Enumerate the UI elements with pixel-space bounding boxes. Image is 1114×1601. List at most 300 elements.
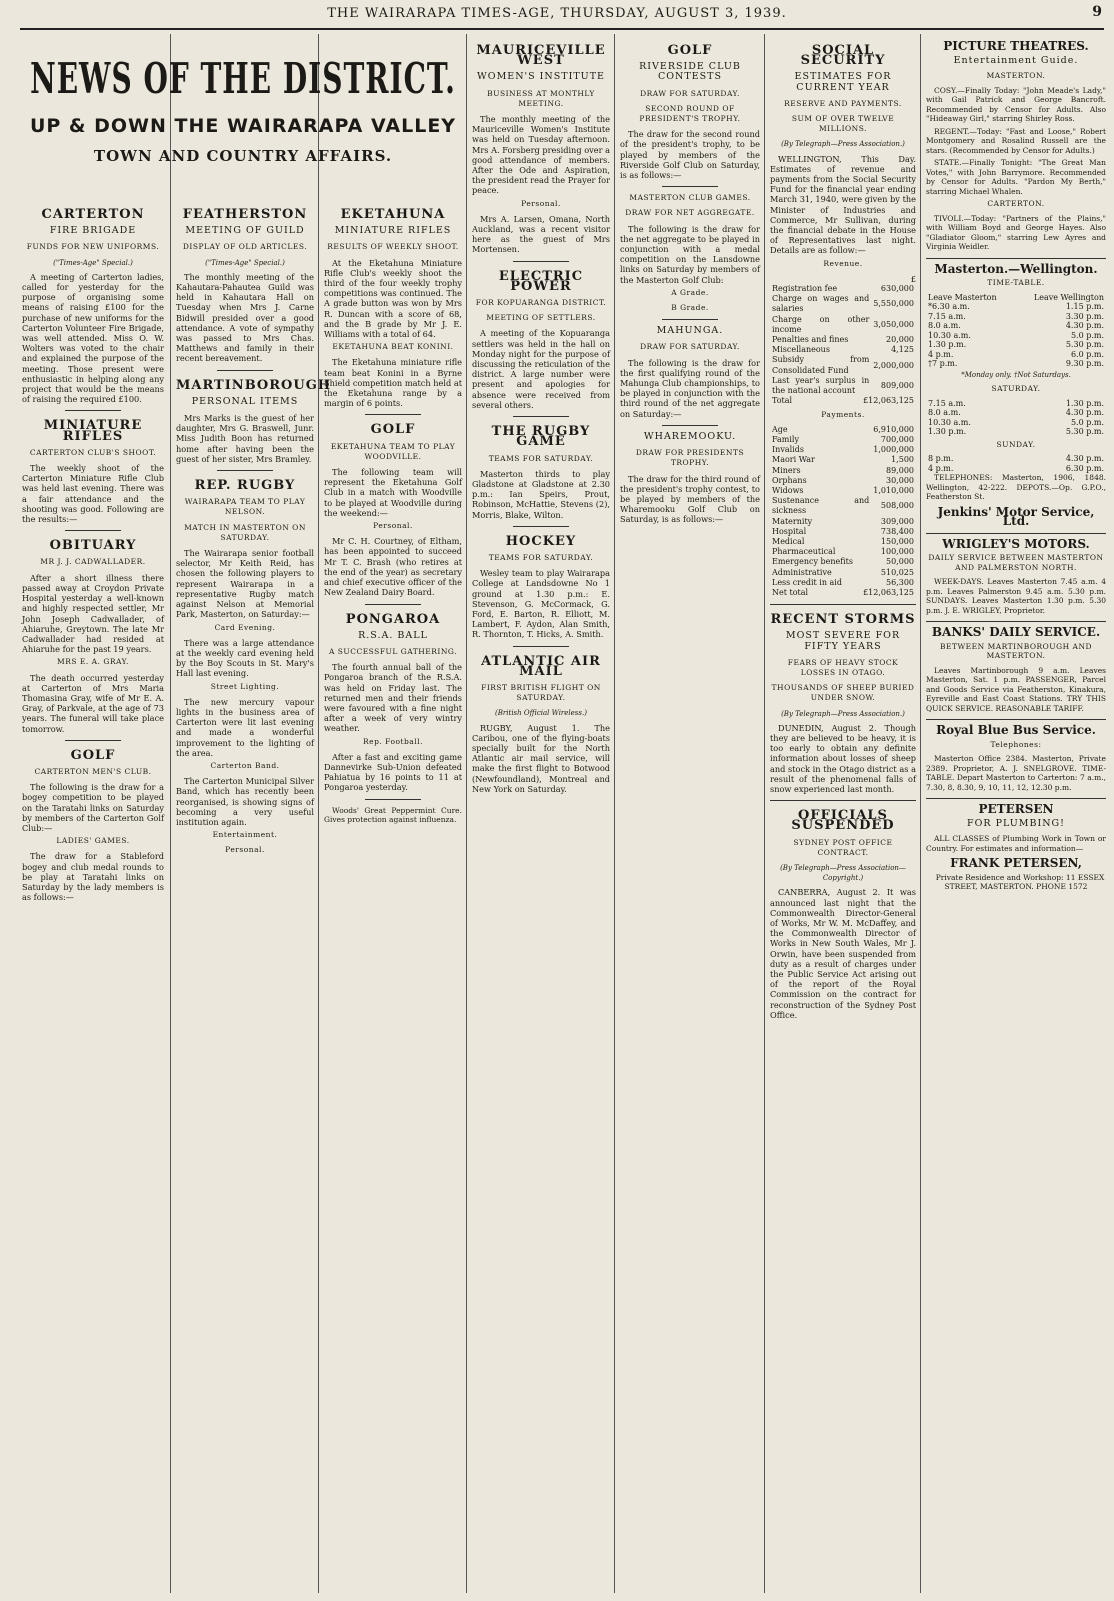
table-row <box>926 359 1106 369</box>
article-body: After a fast and exciting game Dannevirke Sub-Union defeated Pahiatua by 16 points to 11 at Pongaroa yesterday. <box>324 751 462 793</box>
ad-address: Private Residence and Workshop: 11 ESSEX STREET, MASTERTON. PHONE 1572 <box>935 872 1105 891</box>
cell-label: Sustenance and sickness <box>772 496 870 516</box>
cell-value: 630,000 <box>880 284 914 294</box>
article-body: The monthly meeting of the Kahautara-Pahautea Guild was held in Kahautara Hall on Tuesday when Mrs J. Carne Bidwill presided over a good attendance. A vote of sympathy was passed to Mrs Chas. Matthews and family in their recent bereavement. <box>176 271 314 364</box>
article-deck: FUNDS FOR NEW UNIFORMS. <box>26 242 160 252</box>
cell-value: 2,000,000 <box>873 360 914 370</box>
article-body: The following is the draw for a bogey competition to be played on the Taratahi links on Saturday by members of the Carterton Golf Club:— <box>22 782 164 833</box>
cell-value: 4,125 <box>891 345 914 355</box>
article-deck: CARTERTON CLUB'S SHOOT. <box>29 447 157 457</box>
cell-label: Subsidy from Consolidated Fund <box>772 355 870 375</box>
divider <box>926 533 1106 534</box>
article-deck: Personal. <box>225 845 265 855</box>
ad-heading: Jenkins' Motor Service, Ltd. <box>937 504 1095 528</box>
cell-label: Hospital <box>772 526 807 536</box>
column-7-advertisements <box>926 36 1106 1596</box>
table-row <box>926 408 1106 418</box>
article-body: The Eketahuna miniature rifle team beat Konini in a Byrne Shield competition match held at the Eketahuna range by a margin of 6 points. <box>324 357 462 409</box>
article-deck: DRAW FOR PRESIDENTS TROPHY. <box>635 448 745 468</box>
article-deck: FIRST BRITISH FLIGHT ON SATURDAY. <box>481 682 601 703</box>
cell-label: Invalids <box>772 445 804 455</box>
article-deck: EKETAHUNA TEAM TO PLAY WOODVILLE. <box>330 441 456 461</box>
cell-value: 3.30 p.m. <box>1065 311 1104 321</box>
article-deck: EKETAHUNA BEAT KONINI. <box>332 342 454 352</box>
article-deck: LADIES' GAMES. <box>56 836 130 846</box>
cell-value: 56,300 <box>886 577 914 587</box>
cinema-listing: TIVOLI.—Today: "Partners of the Plains," with William Boyd and George Hayes. Also "Gladiator Gloom," starring Lew Ayres and Virginia Weidler. <box>926 213 1106 251</box>
cell-label: Family <box>772 434 799 444</box>
article-body: The Carterton Municipal Silver Band, which has recently been reorganised, is showing signs of becoming a very useful institution again. <box>176 776 314 827</box>
cell-label: Age <box>772 424 788 434</box>
article-heading: HOCKEY <box>505 533 577 549</box>
divider <box>770 604 916 605</box>
article-body: Wesley team to play Wairarapa College at Landsdowne No 1 ground at 1.30 p.m.: E. Stevenson, G. McCormack, G. Ford, E. Barton, R. Elliott, M. Lambert, F. Aydon, Alan Smith, R. Thornton, T. Hicks, A. Smith. <box>472 568 610 640</box>
article-subheading: MAHUNGA. <box>656 325 724 337</box>
cell-value: 6,910,000 <box>873 424 914 434</box>
table-row <box>770 527 916 537</box>
divider <box>513 416 568 417</box>
cell-label: 1.30 p.m. <box>928 340 967 349</box>
article-body: Mrs A. Larsen, Omana, North Auckland, was a recent visitor here as the guest of Mrs Mortensen. <box>472 213 610 255</box>
table-row <box>770 435 916 445</box>
column-divider <box>466 34 467 1593</box>
total-value: £12,063,125 <box>863 587 914 597</box>
cell-value: 1,010,000 <box>873 485 914 495</box>
divider <box>926 621 1106 622</box>
cell-label: 7.15 a.m. <box>928 398 966 408</box>
article-subheading: MEETING OF GUILD <box>185 225 305 237</box>
article-deck: DISPLAY OF OLD ARTICLES. <box>182 242 308 252</box>
grade-heading: A Grade. <box>671 287 709 297</box>
cinema-listing: COSY.—Finally Today: "John Meade's Lady," with Gail Patrick and George Bancroft. Recommended by Censor for Adults. Also "Hideaway Girl," starring Shirley Ross. <box>926 85 1106 123</box>
article-body: Mrs Marks is the guest of her daughter, Mrs G. Braswell, Junr. Miss Judith Boon has returned home after having been the guest of her sister, Mrs Bramley. <box>176 413 314 464</box>
article-deck: MRS E. A. GRAY. <box>57 657 129 667</box>
byline: (British Official Wireless.) <box>495 709 587 718</box>
cell-value: 700,000 <box>880 434 914 444</box>
column-6 <box>770 36 916 1596</box>
article-body: DUNEDIN, August 2. Though they are believed to be heavy, it is too early to obtain any definite information about losses of sheep and stock in the Otago district as a result of the phenomenal falls of snow experienced last month. <box>770 722 916 794</box>
column-2 <box>176 200 332 1595</box>
cell-value: 9.30 p.m. <box>1065 359 1104 368</box>
article-deck: BUSINESS AT MONTHLY MEETING. <box>487 88 595 108</box>
article-deck: Carterton Band. <box>210 760 280 770</box>
article-deck: A SUCCESSFUL GATHERING. <box>328 646 458 656</box>
timetable-saturday <box>926 399 1106 437</box>
article-body: At the Eketahuna Miniature Rifle Club's weekly shoot the third of the four weekly trophy competitions was continued. The A grade button was won by Mrs R. Duncan with a score of 68, and the B grade by Mr J. E. Williams with a total of 64. <box>324 257 462 340</box>
table-row <box>770 284 916 294</box>
divider <box>365 414 420 415</box>
cell-label: Medical <box>772 536 805 546</box>
cell-value: 6.0 p.m. <box>1070 349 1104 359</box>
article-heading: OBITUARY <box>49 538 137 554</box>
byline: (By Telegraph—Press Association.) <box>781 140 905 149</box>
article-body: After a short illness there passed away at Croydon Private Hospital yesterday a well-known and highly respected settler, Mr John Joseph Cadwallader, of Ahiaruhe, Greytown. The late Mr Cadwallader had resided at Ahiaruhe for the past 19 years. <box>22 572 164 655</box>
column-divider <box>614 34 615 1593</box>
article-body: There was a large attendance at the weekly card evening held by the Boy Scouts in St. Mary's Hall last evening. <box>176 637 314 679</box>
page-number: 9 <box>1092 4 1102 20</box>
article-deck: SUM OF OVER TWELVE MILLIONS. <box>791 114 895 134</box>
advert-snippet: Woods' Great Peppermint Cure. Gives protection against influenza. <box>324 805 462 825</box>
cell-label: 7.15 a.m. <box>928 311 966 321</box>
table-row <box>926 418 1106 428</box>
table-heading: Revenue. <box>823 258 863 268</box>
ad-heading: PICTURE THEATRES. <box>943 39 1089 53</box>
byline: ("Times-Age" Special.) <box>53 258 133 267</box>
ad-subheading: Entertainment Guide. <box>953 54 1079 66</box>
article-deck: WAIRARAPA TEAM TO PLAY NELSON. <box>184 497 306 517</box>
table-row <box>770 486 916 496</box>
table-row <box>770 376 916 396</box>
district-banner <box>20 40 466 179</box>
total-label: Net total <box>772 587 809 597</box>
article-deck: MR J. J. CADWALLADER. <box>40 557 146 567</box>
article-deck: Street Lighting. <box>210 681 280 691</box>
divider <box>770 800 916 801</box>
article-body: The following team will represent the Eketahuna Golf Club in a match with Woodville to be played at Woodville during the weekend:— <box>324 467 462 518</box>
table-row <box>770 517 916 527</box>
article-deck: Personal. <box>521 198 561 208</box>
timetable-sunday <box>926 454 1106 473</box>
article-body: Masterton thirds to play Gladstone at Gladstone at 2.30 p.m.: Ian Speirs, Prout, Robinson, McHattie, Stevens (2), Morris, Blake, Wilton. <box>472 468 610 520</box>
article-heading: PONGAROA <box>345 611 441 627</box>
article-body: A meeting of the Kopuaranga settlers was held in the hall on Monday night for the purpose of discussing the reticulation of the district. A large number were present and apologies for absence were received from several others. <box>472 328 610 410</box>
ad-subheading: DAILY SERVICE BETWEEN MASTERTON AND PALMERSTON NORTH. <box>928 553 1104 572</box>
table-row <box>770 557 916 567</box>
cell-label: Miners <box>772 465 801 475</box>
ad-heading: Masterton.—Wellington. <box>934 261 1098 276</box>
cell-label: Maternity <box>772 516 813 526</box>
article-deck: FEARS OF HEAVY STOCK LOSSES IN OTAGO. <box>787 657 899 677</box>
ad-subheading: TIME-TABLE. <box>987 278 1045 287</box>
masthead: THE WAIRARAPA TIMES-AGE, THURSDAY, AUGUST 3, 1939. <box>327 6 787 21</box>
ad-location: CARTERTON. <box>987 199 1045 208</box>
table-row <box>770 335 916 345</box>
cell-value: 20,000 <box>886 335 914 345</box>
table-row <box>926 340 1106 350</box>
timetable-section: SUNDAY. <box>996 439 1036 449</box>
column-5 <box>620 36 760 1596</box>
banner-tagline: TOWN AND COUNTRY AFFAIRS. <box>93 147 393 165</box>
table-row <box>926 312 1106 322</box>
cell-label: 4 p.m. <box>928 463 954 473</box>
divider <box>65 530 122 531</box>
cell-label: Charge on wages and salaries <box>772 294 870 314</box>
table-row <box>770 537 916 547</box>
table-row <box>770 445 916 455</box>
payments-total <box>770 588 916 598</box>
divider <box>662 425 718 426</box>
article-body: The death occurred yesterday at Carterton of Mrs Maria Thomasina Gray, wife of Mr E. A. Gray, of Parkvale, at the age of 73 years. The funeral will take place tomorrow. <box>22 672 164 734</box>
cell-value: 309,000 <box>880 516 914 526</box>
ad-body: WEEK-DAYS. Leaves Masterton 7.45 a.m. 4 p.m. Leaves Palmerston 9.45 a.m. 5.30 p.m. SUNDAYS. Leaves Masterton 1.30 p.m. 5.30 p.m. J. E. WRIGLEY, Proprietor. <box>926 577 1106 615</box>
cell-value: 5,550,000 <box>873 299 914 309</box>
article-body: The following is the draw for the first qualifying round of the Mahunga Club championships, to be played in conjunction with the third round of the net aggregate on Saturday:— <box>620 357 760 419</box>
article-body: The draw for the third round of the president's trophy contest, to be played by members of the Wharemooku Golf Club on Saturday, is as follows:— <box>620 473 760 525</box>
timetable-section: SATURDAY. <box>991 384 1041 393</box>
divider <box>926 719 1106 720</box>
article-subheading: WOMEN'S INSTITUTE <box>477 71 605 83</box>
article-body: The following is the draw for the net aggregate to be played in conjunction with a medal competition on the Lansdowne links on Saturday by members of the Masterton Golf Club: <box>620 223 760 285</box>
article-heading: FEATHERSTON <box>182 207 308 222</box>
cell-value: 5.30 p.m. <box>1065 427 1104 436</box>
cell-value: 1,000,000 <box>873 445 914 455</box>
cell-label: Less credit in aid <box>772 577 842 587</box>
ad-heading: WRIGLEY'S MOTORS. <box>942 536 1090 551</box>
ad-body: ALL CLASSES of Plumbing Work in Town or Country. For estimates and information— <box>926 834 1106 853</box>
byline: (By Telegraph—Press Association—Copyright.) <box>780 864 906 883</box>
table-row <box>770 476 916 486</box>
cell-label: 8 p.m. <box>928 454 954 463</box>
ad-subheading: FOR PLUMBING! <box>967 817 1065 829</box>
banner-title: NEWS OF THE DISTRICT. <box>30 53 456 104</box>
table-row <box>770 466 916 476</box>
table-row <box>926 399 1106 409</box>
cell-value: 809,000 <box>880 380 914 390</box>
ad-heading: Royal Blue Bus Service. <box>936 723 1096 737</box>
cell-value: 4.30 p.m. <box>1065 408 1104 417</box>
divider <box>662 186 718 187</box>
timetable <box>926 293 1106 369</box>
article-heading: ATLANTIC AIR MAIL <box>481 653 601 679</box>
cell-label: Pharmaceutical <box>772 547 836 557</box>
cell-label: Widows <box>772 485 804 495</box>
cell-value: 4.30 p.m. <box>1065 321 1104 330</box>
cell-value: 1,500 <box>891 455 914 465</box>
table-row <box>770 455 916 465</box>
cell-label: Charge on other income <box>772 314 870 334</box>
cell-value: 50,000 <box>886 557 914 567</box>
article-deck: SYDNEY POST OFFICE CONTRACT. <box>793 837 893 857</box>
table-row <box>770 425 916 435</box>
cell-label: Maori War <box>772 455 815 465</box>
table-row <box>926 454 1106 464</box>
column-divider <box>764 34 765 1593</box>
article-body: The Wairarapa senior football selector, Mr Keith Reid, has chosen the following players to represent Wairarapa in a representative Rugby match against Nelson at Memorial Park, Masterton, on Saturday:— <box>176 548 314 620</box>
cell-label: Last year's surplus in the national account <box>772 375 870 396</box>
cell-value: 5.0 p.m. <box>1070 417 1104 427</box>
cell-value: 510,025 <box>880 567 914 577</box>
cell-label: Administrative <box>772 567 832 577</box>
article-body: The draw for the second round of the president's trophy, to be played by members of the Riverside Golf Club on Saturday, is as follows:— <box>620 129 760 181</box>
cell-value: 30,000 <box>886 475 914 485</box>
cell-label: Registration fee <box>772 284 838 294</box>
article-heading: MINIATURE RIFLES <box>43 418 143 444</box>
cell-label: 8.0 a.m. <box>928 321 961 330</box>
table-row <box>770 294 916 314</box>
table-row <box>770 547 916 557</box>
article-heading: EKETAHUNA <box>340 207 446 222</box>
article-deck: TEAMS FOR SATURDAY. <box>488 552 594 562</box>
article-heading: OFFICIALS SUSPENDED <box>791 808 895 834</box>
cell-value: 508,000 <box>880 501 914 511</box>
divider <box>513 646 568 647</box>
article-deck: RESERVE AND PAYMENTS. <box>784 98 902 108</box>
column-4 <box>472 36 610 1596</box>
cell-value: 89,000 <box>886 465 914 475</box>
table-row <box>926 464 1106 474</box>
payments-table <box>770 425 916 588</box>
article-subheading: FIRE BRIGADE <box>49 225 137 237</box>
ad-subheading: Telephones: <box>990 739 1042 749</box>
article-deck: Entertainment. <box>212 830 278 840</box>
table-row <box>770 496 916 516</box>
article-body: WELLINGTON, This Day. Estimates of revenue and payments from the Social Security Fund for the financial year ending March 31, 1940, were given by the Minister of Industries and Commerce, Mr Sullivan, during the financial debate in the House of Representatives last night. Details are as follow:— <box>770 153 916 256</box>
ad-subheading: BETWEEN MARTINBOROUGH AND MASTERTON. <box>939 641 1093 660</box>
article-subheading: ESTIMATES FOR CURRENT YEAR <box>794 71 892 93</box>
ad-heading: BANKS' DAILY SERVICE. <box>931 625 1101 639</box>
ad-heading: PETERSEN <box>978 802 1054 816</box>
cell-label: 4 p.m. <box>928 349 954 359</box>
cell-value: 738,400 <box>880 526 914 536</box>
revenue-total <box>770 396 916 406</box>
divider <box>926 798 1106 799</box>
cell-value: 4.30 p.m. <box>1065 454 1104 463</box>
byline: (By Telegraph—Press Association.) <box>781 709 905 718</box>
article-deck: DRAW FOR SATURDAY. <box>640 88 740 98</box>
cinema-listing: REGENT.—Today: "Fast and Loose," Robert Montgomery and Rosalind Russell are the stars. (Recommended by Censor for Adults.) <box>926 126 1106 155</box>
ad-name: FRANK PETERSEN, <box>950 856 1082 870</box>
divider <box>217 370 272 371</box>
article-body: CANBERRA, August 2. It was announced last night that the Commonwealth Director-General of Works, Mr W. M. McDaffey, and the Commonwealth Director of Works in New South Wales, Mr J. Orwin, have been suspended from duty as a result of charges under the Public Service Act arising out of the report of the Royal Commission on the contract for reconstruction of the Sydney Post Office. <box>770 887 916 1020</box>
article-deck: Rep. Football. <box>363 736 423 746</box>
column-divider <box>318 34 319 1593</box>
cell-value: 150,000 <box>880 536 914 546</box>
ad-telephones: TELEPHONES: Masterton, 1906, 1848. Wellington, 42-222. DEPOTS.—Op. G.P.O., Featherston St. <box>926 473 1106 501</box>
article-deck: MEETING OF SETTLERS. <box>486 313 596 323</box>
table-row <box>926 350 1106 360</box>
cell-label: †7 p.m. <box>928 359 958 368</box>
article-deck: Card Evening. <box>214 622 276 632</box>
article-deck: CARTERTON MEN'S CLUB. <box>34 766 152 776</box>
cinema-listing: STATE.—Finally Tonight: "The Great Man Votes," with John Barrymore. Recommended by Censor for Adults. "Pardon My Berth," starring Michael Whalen. <box>926 158 1106 196</box>
article-deck: THOUSANDS OF SHEEP BURIED UNDER SNOW. <box>771 683 915 703</box>
article-body: The weekly shoot of the Carterton Miniature Rifle Club was held last evening. There was a fair attendance and the shooting was good. Following are the results:— <box>22 463 164 525</box>
article-deck: DRAW FOR SATURDAY. <box>640 342 740 352</box>
cell-value: 3,050,000 <box>873 319 914 329</box>
article-heading: GOLF <box>667 43 713 58</box>
table-row <box>770 578 916 588</box>
article-body: Mr C. H. Courtney, of Eltham, has been appointed to succeed Mr T. C. Brash (who retires at the end of the year) as secretary and chief executive officer of the New Zealand Dairy Board. <box>324 536 462 598</box>
article-heading: MARTINBOROUGH <box>176 377 332 393</box>
table-row <box>770 345 916 355</box>
article-body: A meeting of Carterton ladies, called for yesterday for the purpose of organising some means of raising £100 for the purchase of new uniforms for the Carterton Volunteer Fire Brigade, was well attended. Miss O. W. Wolters was voted to the chair and explained the purpose of the meeting. Those present were enthusiastic in helping along any project that would be the means of raising the required £100. <box>22 271 164 405</box>
timetable-header: Leave Masterton <box>928 292 997 302</box>
article-body: RUGBY, August 1. The Caribou, one of the flying-boats specially built for the North Atlantic air mail service, will make the first flight to Botwood (Newfoundland), Montreal and New York on Saturday. <box>472 722 610 794</box>
grade-heading: B Grade. <box>671 303 709 313</box>
cell-label: Penalties and fines <box>772 335 849 345</box>
article-heading: ELECTRIC POWER <box>498 268 584 294</box>
divider <box>662 319 718 320</box>
divider <box>513 261 568 262</box>
divider <box>65 740 122 741</box>
article-subheading: PERSONAL ITEMS <box>191 395 299 407</box>
article-deck: Personal. <box>373 521 413 531</box>
table-row <box>926 331 1106 341</box>
article-heading: REP. RUGBY <box>194 478 296 494</box>
cell-label: Orphans <box>772 475 807 485</box>
table-row <box>770 315 916 335</box>
currency-unit: £ <box>910 273 916 284</box>
article-deck: MASTERTON CLUB GAMES. <box>629 193 751 203</box>
cell-label: *6.30 a.m. <box>928 302 970 311</box>
article-body: The fourth annual ball of the Pongaroa branch of the R.S.A. was held on Friday last. The returned men and their friends were favoured with a fine night after a week of very wintry weather. <box>324 662 462 734</box>
cell-label: 10.30 a.m. <box>928 417 971 427</box>
timetable-note: *Monday only. †Not Saturdays. <box>961 370 1071 379</box>
column-1 <box>22 200 164 1595</box>
cell-label: Emergency benefits <box>772 557 853 567</box>
divider <box>217 470 272 471</box>
article-subheading: MOST SEVERE FOR FIFTY YEARS <box>785 630 901 652</box>
table-row <box>770 568 916 578</box>
column-3 <box>324 200 462 1595</box>
article-heading: GOLF <box>70 747 116 763</box>
total-value: £12,063,125 <box>863 396 914 406</box>
revenue-table <box>770 284 916 396</box>
article-deck: FOR KOPUARANGA DISTRICT. <box>475 298 607 308</box>
table-row <box>926 427 1106 437</box>
article-heading: SOCIAL SECURITY <box>800 43 886 69</box>
table-row <box>926 321 1106 331</box>
column-divider <box>170 34 171 1593</box>
article-body: The new mercury vapour lights in the business area of Carterton were lit last evening and made a wonderful improvement to the lighting of the area. <box>176 696 314 758</box>
article-subheading: WHAREMOOKU. <box>643 430 737 442</box>
timetable-header: Leave Wellington <box>1033 292 1104 302</box>
divider <box>926 258 1106 259</box>
cell-value: 1.15 p.m. <box>1065 302 1104 311</box>
divider <box>65 410 122 411</box>
article-deck: RESULTS OF WEEKLY SHOOT. <box>327 242 459 252</box>
ad-body: Leaves Martinborough 9 a.m. Leaves Masterton, Sat. 1 p.m. PASSENGER, Parcel and Goods Service via Featherston, Kinakura, Eyreville and East Coast Stations. TRY THIS QUICK SERVICE. REASONABLE TARIFF. <box>926 665 1106 713</box>
divider <box>365 799 420 800</box>
article-subheading: R.S.A. BALL <box>358 629 428 641</box>
divider <box>365 604 420 605</box>
article-body: The monthly meeting of the Mauriceville Women's Institute was held on Tuesday afternoon. Mrs A. Forsberg presiding over a good attendance of members. After the Ode and Aspiration, the president read the Prayer for peace. <box>472 114 610 196</box>
article-deck: TEAMS FOR SATURDAY. <box>488 453 594 463</box>
article-deck: MATCH IN MASTERTON ON SATURDAY. <box>184 522 306 542</box>
article-heading: MAURICEVILLE WEST <box>476 43 606 69</box>
banner-subtitle: UP & DOWN THE WAIRARAPA VALLEY <box>29 115 457 137</box>
cell-label: 1.30 p.m. <box>928 427 967 436</box>
divider <box>513 526 568 527</box>
masthead-rule <box>20 28 1104 30</box>
cell-value: 1.30 p.m. <box>1065 398 1104 408</box>
table-heading: Payments. <box>821 409 865 419</box>
article-heading: RECENT STORMS <box>770 612 916 628</box>
article-heading: GOLF <box>370 422 416 438</box>
cell-value: 100,000 <box>880 547 914 557</box>
table-row <box>926 302 1106 312</box>
article-deck: SECOND ROUND OF PRESIDENT'S TROPHY. <box>639 103 741 124</box>
article-body: The draw for a Stableford bogey and club medal rounds to be play at Taratahi links on Saturday by the lady members is as follows:— <box>22 851 164 903</box>
cell-value: 5.0 p.m. <box>1070 330 1104 340</box>
cell-value: 6.30 p.m. <box>1065 463 1104 473</box>
article-subheading: RIVERSIDE CLUB CONTESTS <box>639 61 741 83</box>
column-divider <box>920 34 921 1593</box>
cell-label: 8.0 a.m. <box>928 408 961 417</box>
cell-label: Miscellaneous <box>772 345 830 355</box>
article-heading: CARTERTON <box>41 207 145 222</box>
table-row <box>770 355 916 375</box>
ad-body: Masterton Office 2384. Masterton, Private 2389. Proprietor, A. J. SNELGROVE. TIME-TABLE. Depart Masterton to Carterton: 7 a.m., 7.30, 8, 8.30, 9, 10, 11, 12, 12.30 p.m. <box>926 754 1106 792</box>
total-label: Total <box>772 396 793 406</box>
article-deck: DRAW FOR NET AGGREGATE. <box>625 208 755 218</box>
byline: ("Times-Age" Special.) <box>205 258 285 267</box>
ad-location: MASTERTON. <box>986 71 1046 80</box>
article-heading: THE RUGBY GAME <box>491 424 591 450</box>
cell-value: 5.30 p.m. <box>1065 340 1104 349</box>
cell-label: 10.30 a.m. <box>928 330 971 340</box>
article-subheading: MINIATURE RIFLES <box>334 225 452 237</box>
